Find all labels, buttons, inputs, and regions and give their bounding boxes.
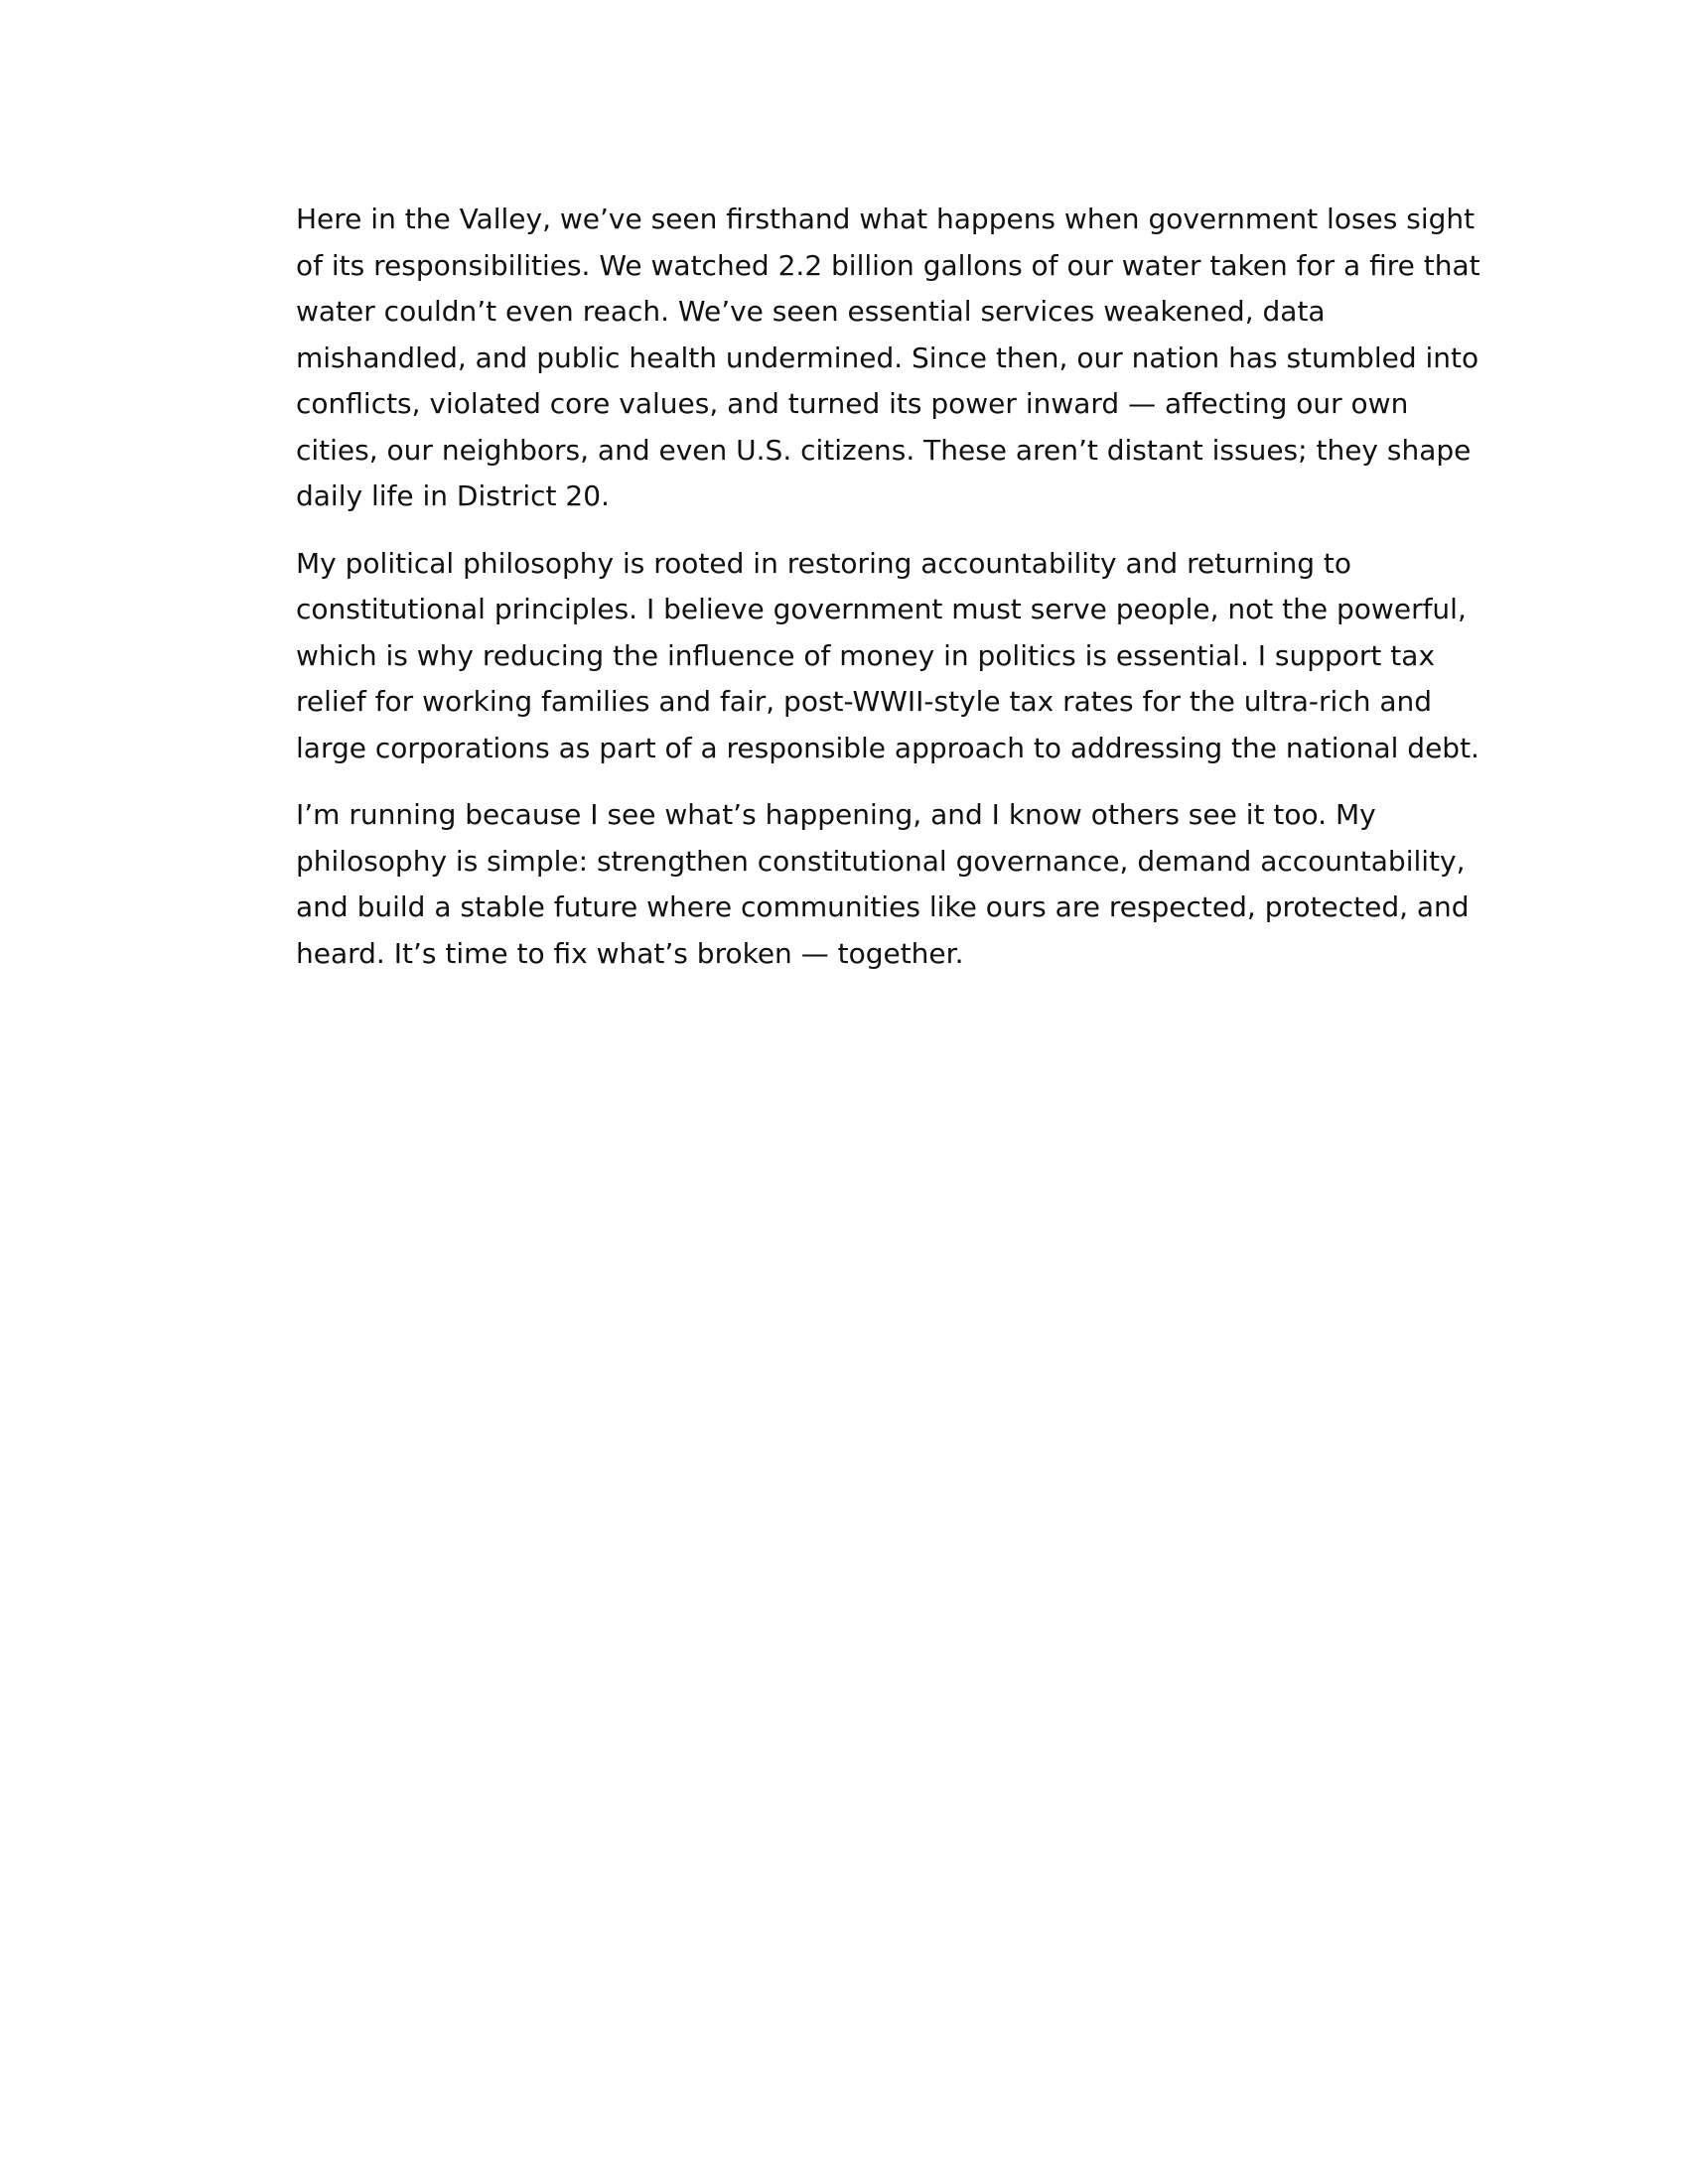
- paragraph-water-and-services: Here in the Valley, we’ve seen firsthand what happens when government loses sight of its responsibilities. We watched 2.2 billion gallons of our water taken for a fire that water couldn’t even reach. We’ve seen essential services weakened, data mishandled, and public health undermined. Since then, our nation has stumbled into conflicts, violated core values, and turned its power inward — affecting our own cities, our neighbors, and even U.S. citizens. These aren’t distant issues; they shape daily life in District 20.: [296, 203, 1480, 512]
- paragraph-why-running: I’m running because I see what’s happening, and I know others see it too. My philosophy is simple: strengthen constitutional governance, demand accountability, and build a stable future where communities like ours are respected, protected, and heard. It’s time to fix what’s broken — together.: [296, 798, 1470, 970]
- document-body: [296, 197, 1497, 998]
- paragraph-political-philosophy: My political philosophy is rooted in restoring accountability and returning to constitutional principles. I believe government must serve people, not the powerful, which is why reducing the influence of money in politics is essential. I support tax relief for working families and fair, post-WWII-style tax rates for the ultra-rich and large corporations as part of a responsible approach to addressing the national debt.: [296, 546, 1479, 764]
